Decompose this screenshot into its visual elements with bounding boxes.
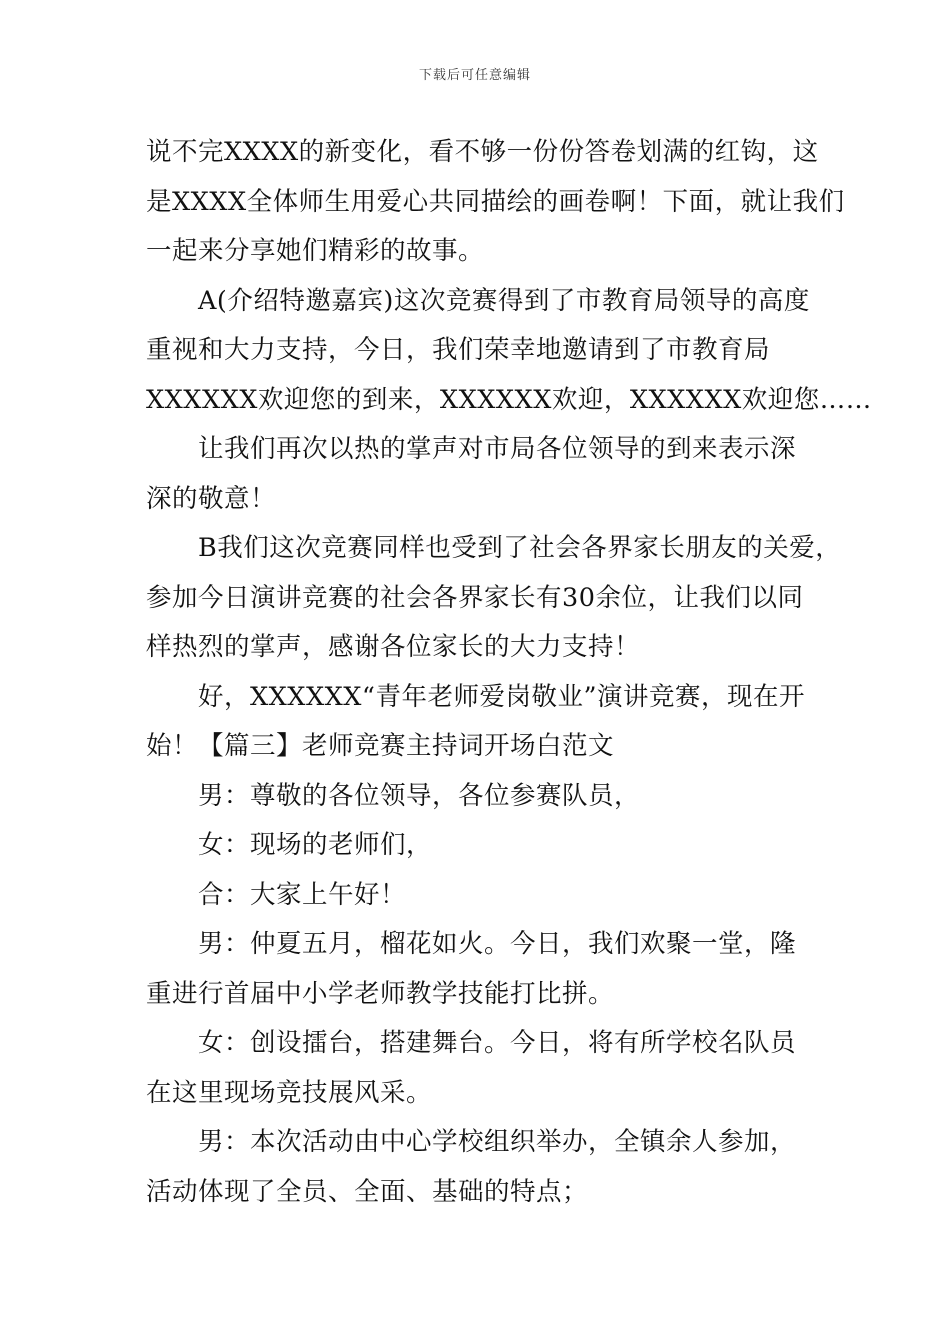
text-line: 女：创设擂台，搭建舞台。今日，将有所学校名队员 bbox=[198, 1028, 797, 1058]
text-line: 男：尊敬的各位领导，各位参赛队员， bbox=[198, 780, 641, 811]
text-line: B我们这次竞赛同样也受到了社会各界家长朋友的关爱， bbox=[198, 533, 842, 563]
text-line: 样热烈的掌声，感谢各位家长的大力支持！ bbox=[146, 632, 641, 662]
text-line: 重视和大力支持，今日，我们荣幸地邀请到了市教育局 bbox=[146, 335, 771, 365]
text-line: XXXXXX欢迎您的到来，XXXXXX欢迎，XXXXXX欢迎您…… bbox=[146, 384, 872, 415]
text-line: 男：仲夏五月，榴花如火。今日，我们欢聚一堂，隆 bbox=[198, 929, 797, 959]
text-line: 说不完XXXX的新变化，看不够一份份答卷划满的红钩，这 bbox=[146, 137, 819, 167]
page-header: 下载后可任意编辑 bbox=[418, 68, 531, 83]
text-line: 女：现场的老师们， bbox=[198, 830, 433, 860]
text-line: A(介绍特邀嘉宾)这次竞赛得到了市教育局领导的高度 bbox=[198, 285, 810, 316]
text-line: 好，XXXXXX“青年老师爱岗敬业”演讲竞赛，现在开 bbox=[198, 681, 805, 712]
text-line: 重进行首届中小学老师教学技能打比拼。 bbox=[146, 978, 615, 1009]
text-line: 一起来分享她们精彩的故事。 bbox=[146, 236, 485, 266]
text-line: 男：本次活动由中心学校组织举办，全镇余人参加， bbox=[198, 1127, 797, 1157]
text-line: 合：大家上午好！ bbox=[198, 879, 407, 910]
text-line: 始！【篇三】老师竞赛主持词开场白范文 bbox=[146, 731, 615, 761]
text-line: 参加今日演讲竞赛的社会各界家长有30余位，让我们以同 bbox=[146, 582, 804, 613]
document-body bbox=[146, 128, 872, 1217]
text-line: 深的敬意！ bbox=[146, 483, 277, 514]
text-line: 让我们再次以热的掌声对市局各位领导的到来表示深 bbox=[198, 434, 797, 464]
text-line: 在这里现场竞技展风采。 bbox=[146, 1077, 433, 1108]
text-line: 是XXXX全体师生用爱心共同描绘的画卷啊！下面，就让我们 bbox=[146, 186, 845, 217]
text-line: 活动体现了全员、全面、基础的特点； bbox=[146, 1176, 589, 1207]
